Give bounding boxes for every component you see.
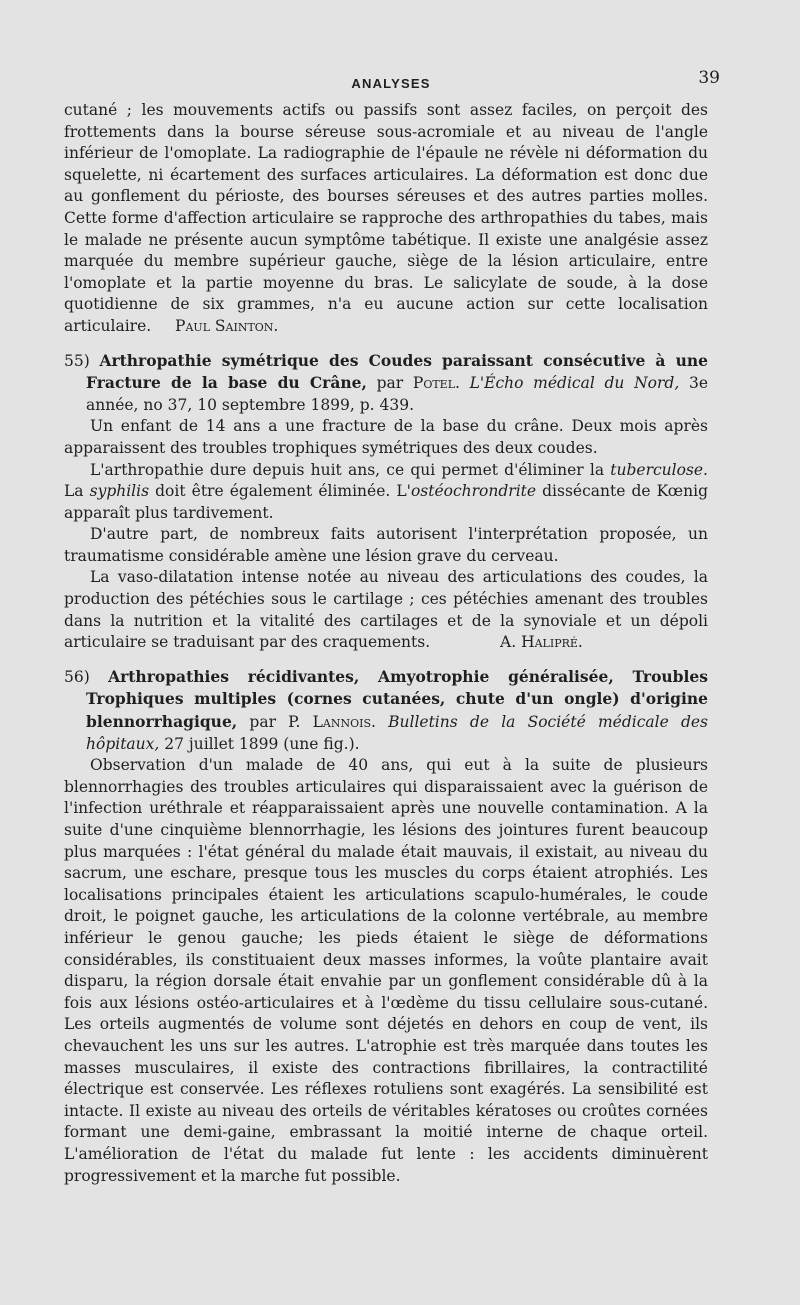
entry-56 <box>64 666 708 1187</box>
continued-text: cutané ; les mouvements actifs ou passifs sont assez faciles, on perçoit des frottements dans la bourse séreuse sous-acromiale et au niveau de l'angle inférieur de l'omoplate. La radiographie de l'épaule ne révèle ni déformation du squelette, ni écartement des surfaces articulaires. La déformation est donc due au gonflement du périoste, des bourses séreuses et des autres parties molles. Cette forme d'affection articulaire se rapproche des arthropathies du tabes, mais le malade ne présente aucun symptôme tabétique. Il existe une analgésie assez marquée du membre supérieur gauche, siège de la lésion articulaire, entre l'omoplate et la partie moyenne du bras. Le salicylate de soude, à la dose quotidienne de six grammes, n'a eu aucune action sur cette localisation articulaire. <box>64 101 708 335</box>
entry-55-ref: 3e année, no 37, 10 septembre 1899, p. 439. <box>86 374 708 414</box>
entry-55-paragraph-1: Un enfant de 14 ans a une fracture de la base du crâne. Deux mois après apparaissent des troubles trophiques symétriques des deux coudes. <box>64 417 708 457</box>
entry-55-p4-text: La vaso-dilatation intense notée au niveau des articulations des coudes, la production des pétéchies sous le cartilage ; ces pétéchies amenant des troubles dans la nutrition et la vitalité des cartilages et de la synoviale et un dépoli articulaire se traduisant par des craquements. <box>64 568 708 652</box>
entry-55-title: Arthropathie symétrique des Coudes paraissant consécutive à une Fracture de la base du Crâne, <box>86 350 708 393</box>
entry-55-signature: A. Halipré. <box>500 633 583 652</box>
entry-55 <box>64 350 708 654</box>
entry-55-p2-e: doit être également éliminée. L' <box>149 482 411 501</box>
entry-55-author: Potel. <box>412 374 460 393</box>
entry-55-p2-g: dissécante de Kœnig apparaît plus tardivement. <box>64 482 708 522</box>
entry-55-by: par <box>366 374 413 393</box>
entry-55-heading <box>64 350 708 417</box>
entry-55-paragraph-2 <box>64 460 708 525</box>
entry-55-journal: L'Écho médical du Nord, <box>459 374 680 393</box>
continued-signature: Paul Sainton. <box>175 316 279 335</box>
entry-55-p2-tuberculose: tuberculose. <box>610 460 708 479</box>
entry-56-paragraph-1: Observation d'un malade de 40 ans, qui eut à la suite de plusieurs blennorrhagies des troubles articulaires qui disparaissaient avec la guérison de l'infection uréthrale et réapparaissaient après une nouvelle contamination. A la suite d'une cinquième blennorrhagie, les lésions des jointures furent beaucoup plus marquées : l'état général du malade était mauvais, il existait, au niveau du sacrum, une eschare, presque tous les muscles du corps étaient atrophiés. Les localisations principales étaient les articulations scapulo-humérales, le coude droit, le poignet gauche, les articulations de la colonne vertébrale, au membre inférieur le genou gauche; les pieds étaient le siège de déformations considérables, ils constituaient deux masses informes, la voûte plantaire avait disparu, la région dorsale était envahie par un gonflement considérable dû à la fois aux lésions ostéo-articulaires et à l'œdème du tissu cellulaire sous-cutané. Les orteils augmentés de volume sont déjetés en dehors en coup de vent, ils chevauchent les uns sur les autres. L'atrophie est très marquée dans toutes les masses musculaires, il existe des contractions fibrillaires, la contractilité électrique est conservée. Les réflexes rotuliens sont exagérés. La sensibilité est intacte. Il existe au niveau des orteils de véritables kératoses ou croûtes cornées formant une demi-gaine, embrassant la moitié interne de chaque orteil. L'amélioration de l'état du malade fut lente : les accidents diminuèrent progressivement et la marche fut possible. <box>64 756 708 1185</box>
running-title: ANALYSES <box>351 76 431 91</box>
entry-55-number: 55) <box>64 351 90 370</box>
entry-55-paragraph-4 <box>64 567 708 653</box>
entry-55-p2-osteochondrite: ostéochrondrite <box>410 482 537 501</box>
entry-56-author: Lannois. <box>312 713 376 732</box>
entry-55-paragraph-3: D'autre part, de nombreux faits autorisent l'interprétation proposée, un traumatisme considérable amène une lésion grave du cerveau. <box>64 525 708 565</box>
entry-55-p2-a: L'arthropathie dure depuis huit ans, ce qui permet d'éliminer la <box>90 460 611 479</box>
entry-56-by: par P. <box>237 713 313 732</box>
entry-56-ref: 27 juillet 1899 (une fig.). <box>159 734 360 753</box>
entry-55-p2-syphilis: syphilis <box>89 482 150 501</box>
entry-56-title: Arthropathies récidivantes, Amyotrophie généralisée, Troubles Trophiques multiples (cornes cutanées, chute d'un ongle) d'origine blennorrhagique, <box>86 666 708 732</box>
continued-paragraph <box>64 100 708 338</box>
page-number: 39 <box>698 68 720 88</box>
page-header <box>60 68 722 92</box>
page-body <box>64 100 708 1187</box>
entry-56-heading <box>64 666 708 755</box>
entry-56-number: 56) <box>64 667 90 686</box>
entry-56-journal: Bulletins de la Société médicale des hôpitaux, <box>86 713 708 753</box>
entry-55-p2-c: La <box>64 482 90 501</box>
